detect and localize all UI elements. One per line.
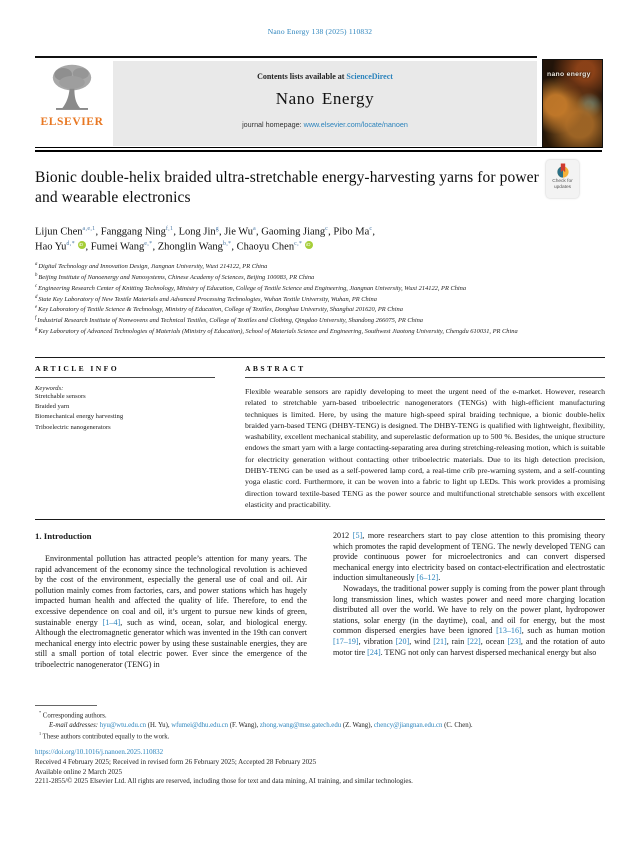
text-segment: c (325, 226, 329, 232)
text-segment: d,* (66, 240, 75, 247)
elsevier-wordmark: ELSEVIER (40, 116, 104, 128)
orcid-icon[interactable] (305, 241, 313, 249)
affiliation-line (35, 272, 580, 283)
author-list (35, 225, 580, 255)
affiliation-text: Industrial Research Institute of Nonwovens and Technical Textiles, College of Textiles and Clothing, Qingdao University, Shandong 266075, PR China (37, 317, 424, 325)
affiliation-superscript: c (35, 283, 38, 289)
affiliation-superscript: b (35, 272, 38, 278)
keywords-list (35, 392, 215, 433)
affiliation-line (35, 304, 580, 315)
abstract-text: Flexible wearable sensors are rapidly developing to meet the urgent need of the e-market. However, research related to stretchable yarn-based triboelectric nanogenerators (TENGs) with high-efficient manufacturing techniques is limited. Here, by using the mature high-speed spiral braiding technique, a bionic double-helix braided yarn-based TENG (DHBY-TENG) is designed. The DHBY-TENG is qualified with lightweight, flexibility, washability, excellent mechanical stability, and superelastic deformation up to 500 %. Besides, the unique structure endows the smart yarn with a large contacting-separating area during stretching-releasing motion, which is suitable for electricity generation without contacting other triboelectric materials. Due to its high detection precision, DHBY-TENG can be used as a self-powered lamp cord, a real-time crib pre-warning system, and a self-counting yoga elastic cord. Furthermore, it can be woven into a fabric to light up LEDs. This work provides a promising direction toward textile-based TENG as the power source and multifunctional stretchable sensors with excellent elasticity and practicability. (245, 387, 605, 509)
header-top-rule (35, 56, 537, 58)
text-segment: Pibo Ma (333, 226, 370, 238)
affiliation-superscript: d (35, 294, 38, 300)
footer-line (35, 758, 605, 768)
journal-name: Nano Energy (275, 89, 375, 108)
text-segment: , more researchers start to pay close attention to this promising theory which promotes the rapid development of TENG. The newly developed TENG can provide continuous power for microelectronics and can convert dispersed mechanical energy into electricity based on contact-electrification and electrostatic induction simultaneously (333, 531, 605, 583)
affiliation-superscript: e (35, 305, 38, 311)
text-segment: . TENG not only can harvest dispersed mechanical energy but also (380, 647, 597, 657)
citation-link[interactable]: [5] (352, 531, 363, 540)
email-link[interactable]: wfumei@dhu.edu.cn (171, 722, 229, 730)
affiliation-superscript: a (35, 262, 38, 267)
text-segment: a (253, 226, 257, 232)
footer-line (35, 748, 605, 758)
citation-link[interactable]: [13–16] (496, 626, 522, 636)
text-segment: , (231, 241, 237, 253)
footnote-lines (35, 710, 605, 742)
text-segment: (F. Wang), (228, 722, 260, 730)
introduction-heading: 1. Introduction (35, 531, 92, 541)
text-segment: , and the rotation of auto motor tire (333, 636, 605, 657)
intro-paragraph (35, 554, 307, 671)
text-segment: , (173, 226, 179, 238)
affiliation-line (35, 283, 580, 294)
citation-link[interactable]: [21] (433, 636, 447, 646)
crossmark-icon (556, 163, 570, 179)
text-segment: , such as human motion (521, 626, 605, 636)
text-segment: , (328, 226, 334, 238)
elsevier-tree-icon (48, 61, 96, 115)
text-segment: , ocean (480, 636, 508, 646)
text-segment: Corresponding authors. (41, 712, 107, 720)
text-segment: , (85, 241, 91, 253)
article-title: Bionic double-helix braided ultra-stretchable energy-harvesting yarns for power and wearable electronics (35, 169, 539, 207)
section-divider-rule (35, 357, 605, 358)
footnote-line (35, 710, 605, 721)
footnote-rule (35, 705, 97, 706)
text-segment: (Z. Wang), (341, 722, 374, 730)
affiliation-line (35, 261, 580, 272)
keyword-item: Triboelectric nanogenerators (35, 423, 111, 431)
text-segment: Available online 2 March 2025 (35, 767, 122, 776)
affiliation-superscript: f (35, 316, 37, 322)
text-segment: 2012 (333, 531, 353, 540)
header-bottom-rule (35, 147, 602, 152)
author-line (35, 240, 580, 255)
section-divider-rule (35, 519, 605, 520)
footnote-line (35, 731, 605, 742)
abstract-rule (245, 377, 605, 378)
keywords-label: Keywords: (35, 385, 64, 392)
footer-line (35, 777, 605, 787)
citation-link[interactable]: [20] (395, 636, 410, 646)
footnote-line (35, 721, 605, 731)
affiliation-superscript: g (35, 327, 38, 333)
affiliation-line (35, 294, 580, 305)
badge-label: Check for updates (552, 179, 573, 190)
affiliation-text: Key Laboratory of Textile Science & Technology, Ministry of Education, College of Textiles, Donghua University, Shanghai 201620, PR China (38, 306, 403, 314)
citation-link[interactable]: [1–4] (102, 617, 121, 627)
affiliation-text: Digital Technology and Innovation Design, Jiangnan University, Wuxi 214122, PR China (38, 263, 268, 271)
affiliation-text: State Key Laboratory of New Textile Materials and Advanced Processing Technologies, Wuhan Textile University, Wuhan, PR China (38, 295, 377, 303)
keyword-item: Biomechanical energy harvesting (35, 413, 124, 421)
article-info-column (35, 364, 215, 510)
introduction-section (35, 531, 605, 671)
text-segment: b,* (222, 240, 232, 247)
affiliation-list (35, 261, 580, 337)
text-segment: Lijun Chen (35, 226, 83, 238)
text-segment: Received 4 February 2025; Received in revised form 26 February 2025; Accepted 28 February 2025 (35, 757, 317, 766)
text-segment: Long Jin (178, 226, 216, 238)
check-for-updates-badge[interactable] (546, 160, 579, 198)
text-segment: 1 (39, 730, 42, 736)
doi-link[interactable]: https://doi.org/10.1016/j.nanoen.2025.110832 (35, 748, 164, 756)
citation-link[interactable]: [23] (507, 636, 521, 646)
text-segment: g (215, 226, 219, 232)
text-segment: Nowadays, the traditional power supply is coming from the power plant through long transmission lines, which wastes power and need more charging location distributed all over the world. We have to rely on the power plant, hydropower stations, solar energy (in the daytime), coal, and oil for energy, but the most common dispersed energies have been ignored (333, 583, 605, 636)
text-segment: , (152, 241, 158, 253)
intro-left-paragraphs (35, 554, 307, 671)
text-segment: E-mail addresses: (49, 722, 100, 730)
text-segment: * (39, 710, 42, 715)
homepage-link[interactable]: www.elsevier.com/locate/nanoen (303, 120, 408, 129)
page-footer (35, 748, 605, 787)
email-link[interactable]: chency@jiangnan.edu.cn (373, 722, 443, 730)
abstract-column (245, 364, 605, 510)
sciencedirect-link[interactable]: ScienceDirect (346, 72, 393, 81)
email-link[interactable]: hyu@wtu.edu.cn (99, 722, 146, 730)
intro-paragraph (333, 584, 605, 658)
text-segment: Fumei Wang (90, 241, 145, 253)
text-segment: Jie Wu (224, 226, 254, 238)
homepage-label: journal homepage: (242, 120, 304, 129)
affiliation-line (35, 315, 580, 326)
intro-column-left (35, 531, 307, 671)
affiliation-text: Engineering Research Center of Knitting Technology, Ministry of Education, College of Textile Science and Engineering, Jiangnan University, Wuxi 214122, PR China (38, 284, 467, 292)
article-info-rule (35, 377, 215, 378)
info-abstract-section (35, 364, 605, 510)
citation-link[interactable]: [6–12] (416, 573, 439, 583)
text-segment: Environmental pollution has attracted people’s attention for many years. The rapid advancement of the economy since the technological revolution is achieved by the cost of the environment, especially the general use of coal and oil. Air pollution mainly comes from factories, cars, and power stations which has hugely impacted human health and affected the quality of life. Therefore, to end the excessive dependence on coal and oil, it’s urgent to pursue new kinds of green, sustainable energy (35, 554, 307, 627)
journal-header-box (113, 61, 537, 146)
text-segment: a,e,1 (82, 226, 96, 232)
article-info-heading: ARTICLE INFO (35, 364, 120, 373)
text-segment: f,1 (165, 226, 174, 232)
affiliation-text: Key Laboratory of Advanced Technologies of Materials (Ministry of Education), School of Materials Science and Engineering, Southwest Jiaotong University, Chengdu 610031, PR China (38, 328, 518, 336)
abstract-heading: ABSTRACT (245, 364, 306, 373)
text-segment: , such as wind, ocean, solar, and biological energy. Although the electromagnetic generator which was invented in the 19th can convert mechanical energy into electric power by using these sustainable energies, they are still a small portion of total electric power. Ever since the emergence of the triboelectric nanogenerator (TENG) in (35, 617, 307, 669)
citation-link[interactable]: [22] (467, 636, 481, 646)
journal-cover-thumbnail[interactable] (542, 59, 603, 148)
text-segment: , rain (446, 636, 468, 646)
text-segment: , vibration (358, 636, 396, 646)
text-segment: , (218, 226, 225, 238)
contents-line (113, 72, 537, 81)
text-segment: 2211-2855/© 2025 Elsevier Ltd. All rights are reserved, including those for text and data mining, AI training, and similar technologies. (35, 777, 413, 786)
keyword-item: Stretchable sensors (35, 393, 86, 400)
text-segment: c,* (294, 240, 303, 247)
author-line (35, 225, 580, 240)
text-segment: (H. Yu), (146, 722, 172, 730)
cover-title: nano energy (547, 71, 591, 78)
contents-text: Contents lists available at (257, 72, 347, 81)
footer-line (35, 768, 605, 778)
footer-lines (35, 748, 605, 787)
intro-right-paragraphs (333, 531, 605, 658)
text-segment: These authors contributed equally to the work. (41, 733, 170, 741)
intro-column-right (333, 531, 605, 671)
text-segment: c (369, 226, 373, 232)
homepage-line (113, 120, 537, 129)
text-segment: Hao Yu (35, 241, 67, 253)
intro-paragraph (333, 531, 605, 584)
text-segment: Gaoming Jiang (261, 226, 326, 238)
text-segment: Zhonglin Wang (157, 241, 223, 253)
text-segment: , (372, 226, 375, 238)
text-segment: , wind (409, 636, 434, 646)
text-segment: (C. Chen). (442, 722, 473, 730)
text-segment: , (95, 226, 101, 238)
text-segment: , (256, 226, 262, 238)
elsevier-logo[interactable] (35, 61, 109, 146)
text-segment: Fanggang Ning (100, 226, 166, 238)
citation-link[interactable]: [24] (367, 647, 381, 657)
affiliation-text: Beijing Institute of Nanoenergy and Nanosystems, Chinese Academy of Sciences, Beijing 100083, PR China (38, 273, 315, 281)
footnotes-block (35, 705, 605, 742)
keyword-item: Braided yarn (35, 403, 70, 411)
orcid-icon[interactable] (78, 241, 86, 249)
citation-link[interactable]: [17–19] (333, 636, 359, 646)
affiliation-line (35, 326, 580, 337)
journal-citation: Nano Energy 138 (2025) 110832 (267, 27, 373, 36)
text-segment: Chaoyu Chen (236, 241, 295, 253)
text-segment: . (438, 573, 441, 583)
text-segment: e,* (144, 240, 153, 247)
email-link[interactable]: zhong.wang@mse.gatech.edu (259, 722, 342, 730)
